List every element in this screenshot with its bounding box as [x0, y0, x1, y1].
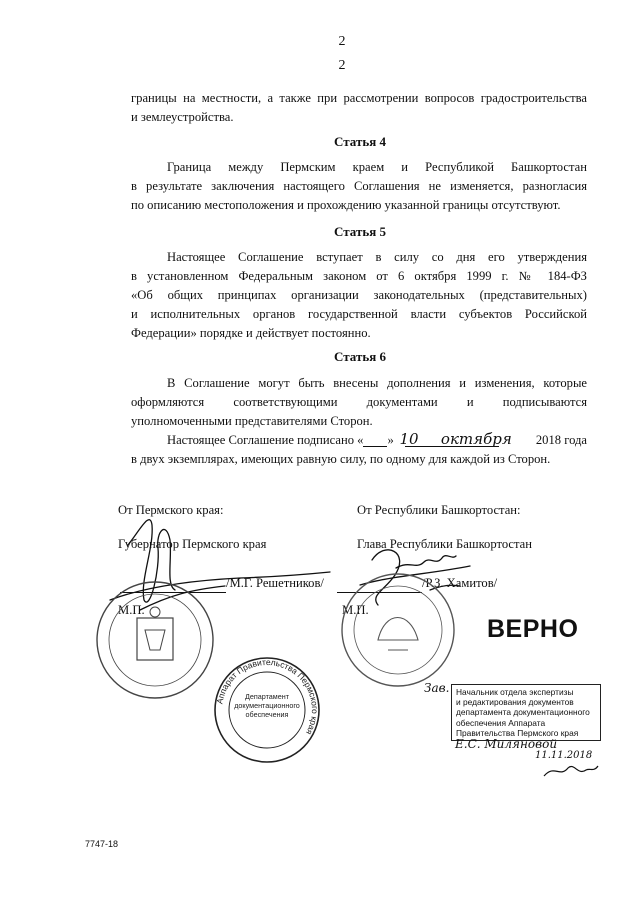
handwritten-certifier-name: Е.С. Миляновой: [455, 737, 558, 751]
text-line: в результате заключения настоящего Соглашения не изменяется, разногласия: [131, 179, 587, 193]
certify-line: и редактирования документов: [456, 697, 574, 708]
text-fragment: Настоящее Соглашение подписано «: [167, 433, 364, 447]
text-line: в установленном Федеральным законом от 6 октября 1999 г. № 184-ФЗ: [131, 269, 587, 283]
text-line: в двух экземплярах, имеющих равную силу, по одному для каждой из Сторон.: [131, 452, 551, 466]
stamp-place-right: М.П.: [342, 603, 369, 617]
signature-right: [360, 550, 470, 605]
signature-left: [110, 520, 330, 610]
stamp-place-left: М.П.: [118, 603, 145, 617]
seal-inner-line: Департамент: [244, 692, 289, 701]
seal-ring-textpath: Аппарат Правительства Пермского края: [214, 656, 321, 737]
text-fragment: 2018 года: [535, 433, 587, 447]
certifier-signature: [540, 760, 600, 782]
certify-line: Начальник отдела экспертизы: [456, 687, 574, 697]
certify-line: обеспечения Аппарата: [456, 717, 546, 728]
text-line: Федерации» порядке и действует постоянно.: [131, 326, 371, 340]
certify-line: департамента документационного: [456, 707, 590, 718]
text-line: и исполнительных органов государственной власти субъектов Российской: [131, 307, 587, 321]
signatory-right-name: /Р.З. Хамитов/: [422, 576, 498, 590]
article-4-heading: Статья 4: [334, 134, 386, 149]
certify-line: Правительства Пермского края: [456, 727, 579, 738]
text-line: В Соглашение могут быть внесены дополнения и изменения, которые: [167, 376, 587, 390]
article-6-heading: Статья 6: [334, 349, 386, 364]
seal-inner-line: обеспечения: [245, 710, 289, 719]
page-number-second: 2: [338, 58, 346, 73]
page-number-top: 2: [338, 34, 346, 49]
handwritten-day: 10: [363, 432, 387, 447]
text-line: уполномоченными представителями Сторон.: [131, 414, 373, 428]
seal-inner-line: документационного: [234, 701, 300, 710]
text-line: оформляются соответствующими документами и подписываются: [131, 395, 587, 409]
text-line: Настоящее Соглашение вступает в силу со дня его утверждения: [167, 250, 587, 264]
seal-department-inner: [232, 692, 302, 719]
seal-left: [97, 582, 213, 698]
text-line: Граница между Пермским краем и Республикой Башкортостан: [167, 160, 587, 174]
text-line: по описанию местоположения и прохождению указанной границы отсутствуют.: [131, 198, 561, 212]
article-5-heading: Статья 5: [334, 224, 386, 239]
signatory-right-position: Глава Республики Башкортостан: [357, 537, 533, 551]
text-fragment: »: [387, 433, 394, 447]
handwritten-certify-date: 11.11.2018: [535, 750, 593, 761]
document-number: 7747-18: [85, 839, 119, 849]
signatory-right-from: От Республики Башкортостан:: [357, 503, 521, 517]
signatory-left-position: Губернатор Пермского края: [118, 537, 267, 551]
handwritten-month: октября: [405, 432, 499, 447]
verno-stamp: ВЕРНО: [487, 615, 579, 643]
certify-prefix: Зав.: [424, 681, 450, 695]
text-line: границы на местности, а также при рассмотрении вопросов градостроительства: [131, 91, 587, 105]
signatory-left-from: От Пермского края:: [118, 503, 224, 517]
certify-box: [451, 684, 601, 741]
seal-right: [342, 574, 454, 686]
text-line: и землеустройства.: [131, 110, 234, 124]
text-line: «Об общих принципах организации законодательных (представительных): [131, 288, 587, 302]
signatory-left-name: /М.Г. Решетников/: [226, 576, 324, 590]
